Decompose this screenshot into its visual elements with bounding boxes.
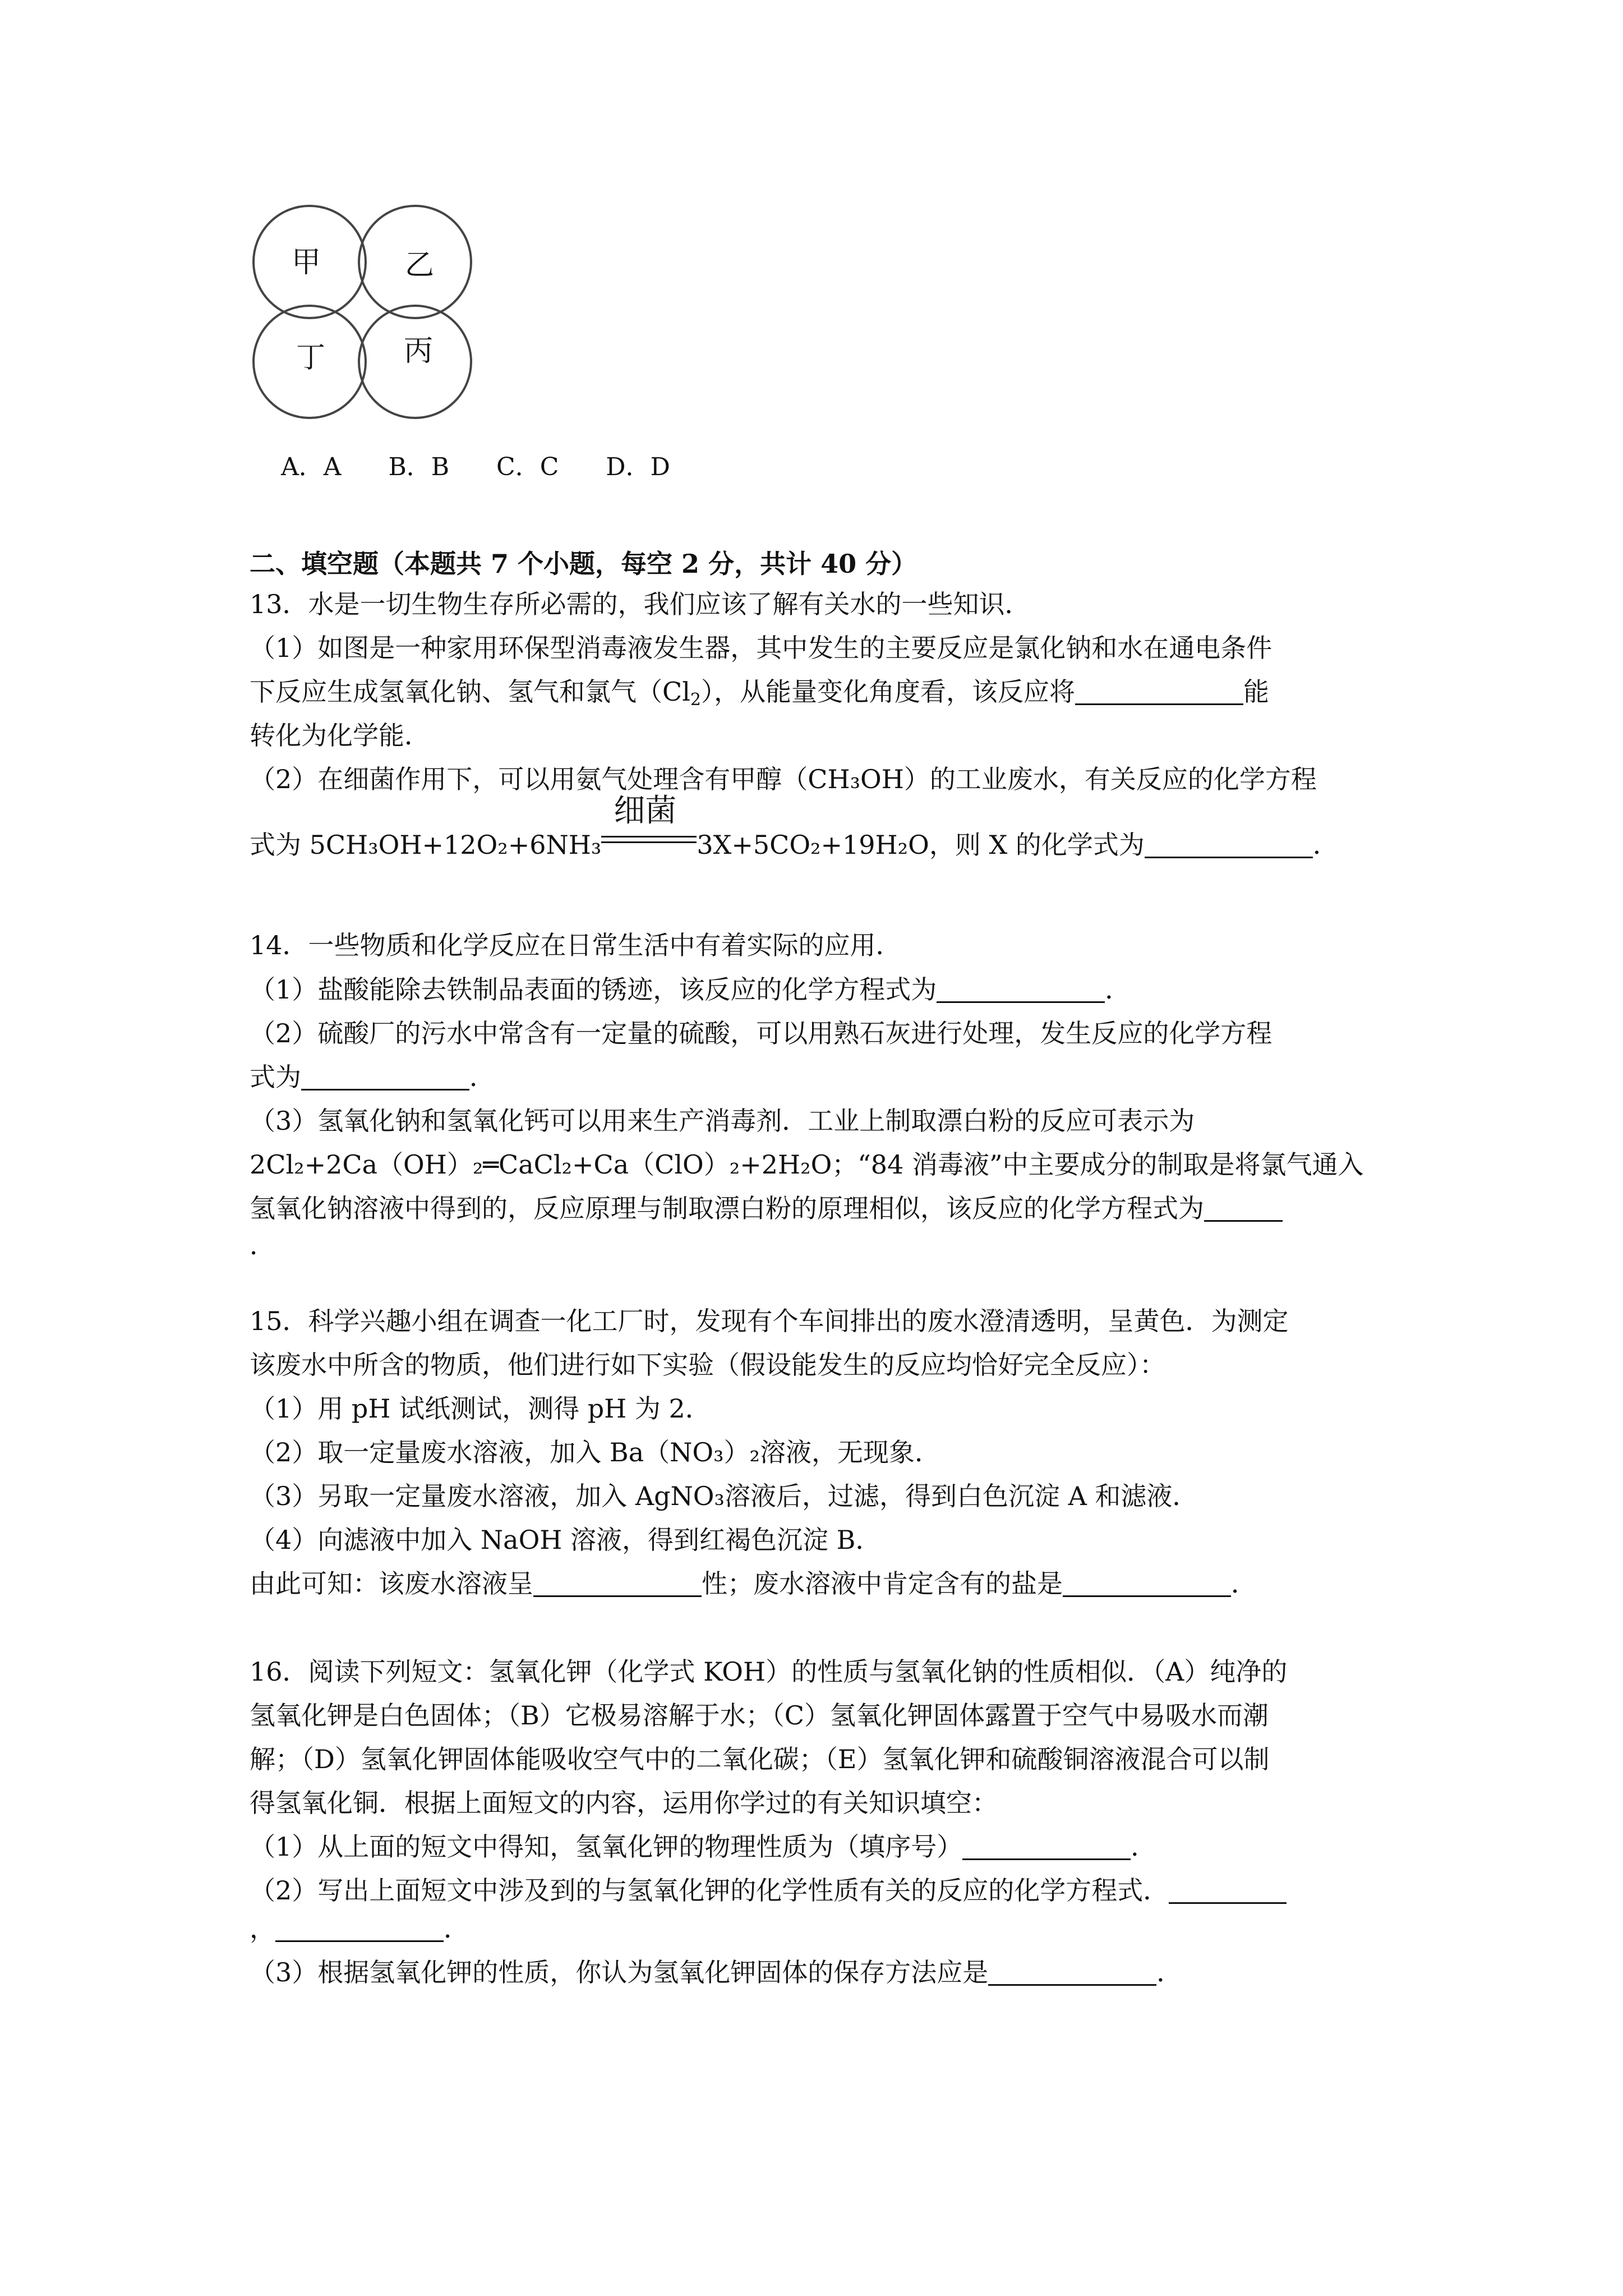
q15-line3: （1）用 pH 试纸测试，测得 pH 为 2． <box>250 1393 711 1424</box>
q13-stem: 13．水是一切生物生存所必需的，我们应该了解有关水的一些知识． <box>250 589 1031 619</box>
option-c[interactable]: C．C <box>496 453 559 481</box>
q14-p2-text: 式为 <box>250 1062 301 1092</box>
q15-line5: （3）另取一定量废水溶液，加入 AgNO₃溶液后，过滤，得到白色沉淀 A 和滤液． <box>250 1481 1198 1511</box>
q14-p1-text: （1）盐酸能除去铁制品表面的锈迹，该反应的化学方程式为 <box>250 974 937 1005</box>
q15-line1: 15．科学兴趣小组在调查一化工厂时，发现有个车间排出的废水澄清透明，呈黄色．为测定 <box>250 1306 1289 1336</box>
venn-label-bing: 丙 <box>404 334 434 368</box>
q16-line8 <box>250 1955 1182 1989</box>
q14-p1 <box>250 973 1131 1006</box>
q14-stem: 14．一些物质和化学反应在日常生活中有着实际的应用． <box>250 930 902 960</box>
q15-line7 <box>250 1567 1257 1600</box>
venn-label-yi: 乙 <box>405 249 435 282</box>
reaction-arrow <box>601 793 697 857</box>
q15-text-a: 由此可知：该废水溶液呈 <box>250 1568 533 1599</box>
q16-line1: 16．阅读下列短文：氢氧化钾（化学式 KOH）的性质与氢氧化钠的性质相似．（A）纯净的 <box>250 1657 1288 1687</box>
q14-p1-end: ． <box>1105 974 1131 1005</box>
q16-line4: 得氢氧化铜．根据上面短文的内容，运用你学过的有关知识填空： <box>250 1788 998 1818</box>
q13-p1-text-b: ），从能量变化角度看，该反应将 <box>701 677 1076 707</box>
q16-line6 <box>250 1874 1287 1907</box>
q13-p2-text-b: 3X+5CO₂+19H₂O，则 X 的化学式为 <box>697 830 1145 860</box>
q14-p2-blank[interactable] <box>301 1063 469 1091</box>
q16-line5 <box>250 1830 1156 1864</box>
q16-p3-blank[interactable] <box>988 1958 1156 1986</box>
q16-p3-end: ． <box>1156 1957 1183 1987</box>
q16-p1-end: ． <box>1131 1832 1157 1862</box>
q13-p1-line3: 转化为化学能． <box>250 720 430 751</box>
option-b[interactable]: B．B <box>388 453 450 481</box>
q16-p2-blank-2[interactable] <box>275 1915 444 1942</box>
q16-line2: 氢氧化钾是白色固体；（B）它极易溶解于水；（C）氢氧化钾固体露置于空气中易吸水而潮 <box>250 1700 1269 1731</box>
q15-text-b: 性；废水溶液中肯定含有的盐是 <box>702 1568 1063 1599</box>
q15-line4: （2）取一定量废水溶液，加入 Ba（NO₃）₂溶液，无现象． <box>250 1437 940 1467</box>
q13-p1-subscript: 2 <box>690 690 702 710</box>
option-a[interactable]: A．A <box>280 453 342 481</box>
q14-p3-blank[interactable] <box>1204 1194 1283 1222</box>
q16-p1-text: （1）从上面的短文中得知，氢氧化钾的物理性质为（填序号） <box>250 1832 963 1862</box>
q13-p2-text-a: 式为 5CH₃OH+12O₂+6NH₃ <box>250 830 602 860</box>
q16-p1-blank[interactable] <box>962 1833 1131 1860</box>
q15-text-c: ． <box>1231 1568 1257 1599</box>
q14-p1-blank[interactable] <box>937 976 1105 1003</box>
q14-p3-line1: （3）氢氧化钠和氢氧化钙可以用来生产消毒剂．工业上制取漂白粉的反应可表示为 <box>250 1106 1195 1136</box>
q16-line7 <box>250 1912 469 1945</box>
q13-p2-blank[interactable] <box>1145 831 1313 858</box>
q14-p3-text: 氢氧化钠溶液中得到的，反应原理与制取漂白粉的原理相似，该反应的化学方程式为 <box>250 1193 1204 1223</box>
q13-p2-line1: （2）在细菌作用下，可以用氨气处理含有甲醇（CH₃OH）的工业废水，有关反应的化学方程 <box>250 764 1317 794</box>
q13-p2-line2 <box>250 793 1339 862</box>
q13-p1-line1: （1）如图是一种家用环保型消毒液发生器，其中发生的主要反应是氯化钠和水在通电条件 <box>250 633 1272 663</box>
q13-p1-text-c: 能 <box>1243 677 1270 707</box>
q14-p2-line2 <box>250 1060 495 1094</box>
q16-p2-text: （2）写出上面短文中涉及到的与氢氧化钾的化学性质有关的反应的化学方程式． <box>250 1875 1169 1906</box>
q14-p3-line4: ． <box>250 1230 275 1260</box>
venn-svg <box>247 199 482 440</box>
venn-label-jia: 甲 <box>292 246 321 279</box>
q16-p2-end: ． <box>444 1913 469 1944</box>
q16-p3-text: （3）根据氢氧化钾的性质，你认为氢氧化钾固体的保存方法应是 <box>250 1957 989 1987</box>
section-title: 二、填空题（本题共 7 个小题，每空 2 分，共计 40 分） <box>250 549 917 579</box>
q15-line2: 该废水中所含的物质，他们进行如下实验（假设能发生的反应均恰好完全反应）： <box>250 1350 1165 1380</box>
q15-line6: （4）向滤液中加入 NaOH 溶液，得到红褐色沉淀 B． <box>250 1525 882 1555</box>
arrow-condition: 细菌 <box>614 793 677 829</box>
q13-p2-text-c: ． <box>1312 830 1339 860</box>
venn-diagram <box>247 199 482 440</box>
q14-p3-line2: 2Cl₂+2Ca（OH）₂═CaCl₂+Ca（ClO）₂+2H₂O；“84 消毒液”中主要成分的制取是将氯气通入 <box>250 1149 1364 1180</box>
q16-line3: 解；（D）氢氧化钾固体能吸收空气中的二氧化碳；（E）氢氧化钾和硫酸铜溶液混合可以制 <box>250 1744 1270 1774</box>
venn-label-ding: 丁 <box>296 341 326 375</box>
q13-p1-text-a: 下反应生成氢氧化钠、氢气和氯气（Cl <box>250 677 690 707</box>
q13-p1-line2 <box>250 675 1269 708</box>
q12-options <box>250 418 670 511</box>
option-d[interactable]: D．D <box>606 453 670 481</box>
q16-p2-comma: ， <box>250 1913 275 1944</box>
q14-p3-line3 <box>250 1191 1283 1225</box>
q15-blank-2[interactable] <box>1063 1570 1231 1597</box>
q13-p1-blank[interactable] <box>1075 678 1243 705</box>
q16-p2-blank-1[interactable] <box>1169 1876 1287 1904</box>
q14-p2-line1: （2）硫酸厂的污水中常含有一定量的硫酸，可以用熟石灰进行处理，发生反应的化学方程 <box>250 1018 1272 1048</box>
q14-p2-end: ． <box>469 1062 495 1092</box>
q15-blank-1[interactable] <box>533 1570 702 1597</box>
